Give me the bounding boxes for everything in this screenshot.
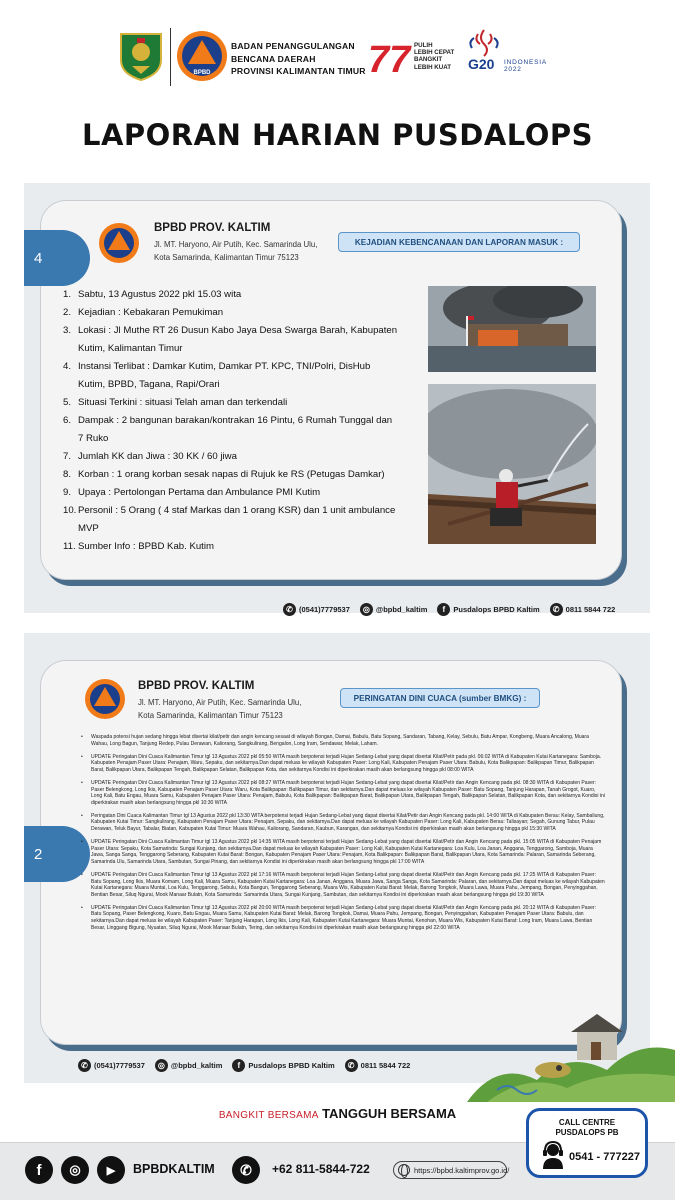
- tagline-part-2: TANGGUH BERSAMA: [322, 1106, 457, 1121]
- bpbd-logo: [84, 678, 126, 720]
- card-1-address-line-2: Kota Samarinda, Kalimantan Timur 75123: [154, 253, 299, 262]
- contact-whatsapp: 0811 5844 722: [565, 604, 616, 614]
- report-item-number: 2.: [63, 307, 72, 318]
- bpbd-logo: [98, 222, 140, 264]
- footer-social-handle[interactable]: BPBDKALTIM: [133, 1162, 215, 1176]
- report-item-text: Personil : 5 Orang ( 4 staf Markas dan 1 orang KSR) dan 1 unit ambulance: [78, 505, 396, 516]
- svg-text:BPBD: BPBD: [193, 70, 211, 76]
- report-item: [63, 394, 433, 412]
- report-item: [63, 430, 433, 448]
- report-item-text: Lokasi : Jl Muthe RT 26 Dusun Kabo Jaya Desa Swarga Barah, Kabupaten: [78, 325, 398, 336]
- report-item: [63, 412, 433, 430]
- weather-section-badge: PERINGATAN DINI CUACA (sumber BMKG) :: [340, 688, 540, 708]
- headset-agent-icon: [541, 1141, 565, 1169]
- call-centre-line-1: CALL CENTRE: [558, 1118, 616, 1127]
- g20-subtitle: [504, 59, 547, 73]
- report-item: [63, 304, 433, 322]
- report-item-number: 11.: [63, 541, 76, 552]
- report-item-text: Instansi Terlibat : Damkar Kutim, Damkar PT. KPC, TNI/Polri, DisHub: [78, 361, 371, 372]
- ri-line-4: LEBIH KUAT: [414, 63, 452, 71]
- report-item-number: 1.: [63, 289, 72, 300]
- weather-warning-item: • UPDATE Peringatan Dini Cuaca Kalimantan Timur tgl 13 Agustus 2022 pkl 17:16 WITA masih berpotensi terjadi Hujan Sedang-Lebat yang dapat disertai Kilat/Petir dan Angin Kencang pada pkl. 17:25 WITA di Kabupaten Paser: Batu Sopang, Long Ikis, Muara Komam, Long Kali, Muara Samu, Kabupaten Kutai Kartanegara: Loa Janan, Anggana, Muara Jawa, Sanga Sanga, Kota Samarinda: Palaran, dan sekitarnya.Dan dapat meluas ke wilayah Kabupaten Kutai Kartanegara: Muara Muntai, Loa Kulu, Tenggarong, Sebulu, Kota Bangun, Tenggarong Seberang, Muara Wis, Kabupaten Kutai Barat: Melak, Barong Tongkok, Muara Lawa, Muara Pahu, Jempang, Bongan, Penyinggahan, Bentian Besar, Siluq Ngurai, Mook Manaar Bulatn, Kota Samarinda: Samarinda Utara, Sungai Kunjang, Sambutan, dan sekitarnya Kondisi ini diperkirakan masih akan berlangsung hingga pkl 19:30 WITA: [78, 872, 606, 898]
- weather-warning-item: • UPDATE Peringatan Dini Cuaca Kalimantan Timur tgl 13 Agustus 2022 pkl 14:35 WITA masih berpotensi terjadi Hujan Sedang-Lebat yang dapat disertai Kilat/Petir dan Angin Kencang pada pkl. 15:05 WITA di Kabupaten Penajam Paser Utara: Sepaku, Kota Samarinda: Sungai Kunjang, dan sekitarnya.Dan dapat meluas ke wilayah Kabupaten Paser: Long Kali, Kabupaten Kutai Kartanegara: Loa Kulu, Loa Janan, Anggana, Tenggarong, Samboja, Muara Jawa, Sanga Sanga, Tenggarong Seberang, Kabupaten Kutai Barat: Bongan, Kabupaten Penajam Paser Utara: Penajam, Kota Balikpapan: Balikpapan Barat, Balikpapan Utara, Kota Samarinda: Palaran, Samarinda Seberang, Samarinda Ulu, Samarinda Utara, Sambutan, Sungai Pinang, dan sekitarnya Kondisi ini diperkirakan masih akan berlangsung hingga pkl 17:00 WITA: [78, 839, 606, 865]
- contact-instagram: @bpbd_kaltim: [170, 1060, 223, 1070]
- card-2-address-line-1: Jl. MT. Haryono, Air Putih, Kec. Samarinda Ulu,: [138, 698, 302, 707]
- weather-warning-list: [78, 734, 606, 938]
- report-item-text: Jumlah KK dan Jiwa : 30 KK / 60 jiwa: [78, 451, 237, 462]
- weather-warning-item: • Peringatan Dini Cuaca Kalimantan Timur tgl 13 Agustus 2022 pkl 13:30 WITA berpotensi terjadi Hujan Sedang-Lebat yang dapat disertai Kilat/Petir dan Angin Kencang pada pkl. 14:00 WITA di Kabupaten Berau: Kelay, Sambaliung, Kabupaten Kutai Timur: Sangkulirang, Kabupaten Penajam Paser Utara: Penajam, Sepaku, dan sekitarnya.Dan dapat meluas ke wilayah Kabupaten Paser: Long Kali, Kabupaten Berau: Talisayan; Segah, Gunung Tabur, Pulau Derawan, Teluk Bayur, Tabalar, Biatan, Kabupaten Kutai Timur: Muara Wahau, Kaliorang, Sandaran, Kaubun, Karangan, dan sekitarnya Kondisi ini diperkirakan masih akan berlangsung hingga pkl 15:30 WITA: [78, 813, 606, 833]
- ri-line-3: BANGKIT: [414, 56, 443, 64]
- report-item-text: Kutim, BPBD, Tagana, Rapi/Orari: [78, 379, 220, 390]
- org-line-3: PROVINSI KALIMANTAN TIMUR: [231, 66, 366, 76]
- weather-warning-item: • Waspada potensi hujan sedang hingga lebat disertai kilat/petir dan angin kencang sesaat di wilayah Bongan, Damai, Babulu, Batu Sopang, Sandaran, Tabang, Kelay, Sebulu, Batu Ampar, Kongbeng, Muara Ancalong, Muara Wahau, Long Bagun, Tanjung Redep, Pulau Derawan, Kaliorang, Sangkulirang, Bengalon, Long Iram, Sendawar, Melak, Laham.: [78, 734, 606, 747]
- call-centre-title: [529, 1118, 645, 1138]
- footer-website-text: https://bpbd.kaltimprov.go.id/: [414, 1165, 510, 1175]
- report-item-number: 8.: [63, 469, 72, 480]
- whatsapp-icon: ✆: [345, 1059, 358, 1072]
- facebook-icon[interactable]: f: [25, 1156, 53, 1184]
- report-item: [63, 376, 433, 394]
- report-item: [63, 520, 433, 538]
- report-item: [63, 448, 433, 466]
- report-item-number: [63, 430, 78, 448]
- kaltim-province-emblem: [118, 30, 164, 82]
- contact-facebook: Pusdalops BPBD Kaltim: [453, 604, 540, 614]
- report-item-number: 5.: [63, 397, 72, 408]
- weather-warning-item: • UPDATE Peringatan Dini Cuaca Kalimantan Timur tgl 13 Agustus 2022 pkl 20:00 WITA masih berpotensi terjadi Hujan Sedang-Lebat yang dapat disertai Kilat/Petir dan Angin Kencang pada pkl. 20:12 WITA di Kabupaten Paser: Batu Sopang, Paser Belengkong, Kuaro, Batu Engau, Muara Samu, Kabupaten Kutai Barat: Melak, Barong Tongkok, Damai, Muara Pahu, Jempang, Bongan, Penyinggahan, Kabupaten Penajam Paser Utara: Babulu, dan sekitarnya.Dan dapat meluas ke wilayah Kabupaten Paser: Tanjung Harapan, Long Ikis, Long Kali, Kabupaten Kutai Kartanegara: Muara Muntai, Kenohan, Muara Wis, Kabupaten Kutai Barat: Long Iram, Muara Lawa, Bentian Besar, Linggang Bigung, Nyuatan, Siluq Ngurai, Mook Manaar Bulatn, Tering, dan sekitarnya Kondisi ini diperkirakan masih akan berlangsung hingga pkl 22:00 WITA: [78, 905, 606, 931]
- call-centre-line-2: PUSDALOPS PB: [555, 1128, 619, 1137]
- phone-icon: ✆: [283, 603, 296, 616]
- card-1-address: [154, 238, 317, 264]
- g20-country: INDONESIA: [504, 59, 547, 66]
- instagram-icon: ◎: [360, 603, 373, 616]
- flood-house-illustration: [467, 1010, 675, 1102]
- card-1-address-line-1: Jl. MT. Haryono, Air Putih, Kec. Samarinda Ulu,: [154, 240, 318, 249]
- footer-phone[interactable]: +62 811-5844-722: [272, 1162, 370, 1176]
- incident-section-badge: KEJADIAN KEBENCANAAN DAN LAPORAN MASUK :: [338, 232, 580, 252]
- report-item-number: 7.: [63, 451, 72, 462]
- whatsapp-icon[interactable]: ✆: [232, 1156, 260, 1184]
- card-1-agency-name: BPBD PROV. KALTIM: [154, 222, 271, 234]
- card-2-agency-name: BPBD PROV. KALTIM: [138, 680, 255, 692]
- facebook-icon: f: [437, 603, 450, 616]
- ri-line-2: LEBIH CEPAT: [414, 49, 455, 57]
- whatsapp-icon: ✆: [550, 603, 563, 616]
- report-item-text: Upaya : Pertolongan Pertama dan Ambulance PMI Kutim: [78, 487, 321, 498]
- tagline-part-1: BANGKIT BERSAMA: [218, 1110, 319, 1121]
- report-item: [63, 322, 433, 340]
- ri-line-1: PULIH: [414, 42, 433, 49]
- globe-icon: [398, 1164, 410, 1176]
- weather-warning-item: • UPDATE Peringatan Dini Cuaca Kalimantan Timur tgl 13 Agustus 2022 pkl 05:50 WITA masih berpotensi terjadi Hujan Sedang-Lebat yang dapat disertai Kilat/Petir pada pkl. 06:02 WITA di Kabupaten Kutai Kartanegara: Samboja. Kabupaten Penajam Paser Utara: Penajam, Waru, Sepaku, dan sekitarnya.Dan dapat meluas ke wilayah Kabupaten Paser: Long Kali, Kabupaten Penajam Paser Utara: Babulu, Kota Balikpapan: Balikpapan Timur, Balikpapan Barat, Balikpapan Utara, Balikpapan Tengah, Balikpapan Selatan, Balikpapan Kota, dan sekitarnya Kondisi ini diperkirakan masih akan berlangsung hingga pkl 08:00 WITA: [78, 754, 606, 774]
- instagram-icon[interactable]: ◎: [61, 1156, 89, 1184]
- org-line-2: BENCANA DAERAH: [231, 53, 316, 64]
- report-item-text: 7 Ruko: [78, 433, 109, 444]
- header-divider: [170, 28, 171, 86]
- report-item-text: Dampak : 2 bangunan barakan/kontrakan 16 Pintu, 6 Rumah Tunggal dan: [78, 415, 393, 426]
- report-item-text: Korban : 1 orang korban sesak napas di Rujuk ke RS (Petugas Damkar): [78, 469, 385, 480]
- report-item-number: 9.: [63, 487, 72, 498]
- org-name: [231, 40, 366, 78]
- contact-phone: (0541)7779537: [299, 604, 350, 614]
- phone-icon: ✆: [78, 1059, 91, 1072]
- contact-whatsapp: 0811 5844 722: [360, 1060, 411, 1070]
- contact-phone: (0541)7779537: [94, 1060, 145, 1070]
- report-item-number: [63, 376, 78, 394]
- report-item: [63, 286, 433, 304]
- contact-instagram: @bpbd_kaltim: [375, 604, 428, 614]
- contact-facebook: Pusdalops BPBD Kaltim: [248, 1060, 335, 1070]
- report-item-number: [63, 340, 78, 358]
- card-1-contact-bar: [283, 601, 615, 617]
- card-1-page-tab: 4: [24, 230, 90, 286]
- ri-77-tagline: [414, 42, 454, 71]
- weather-warning-item: • UPDATE Peringatan Dini Cuaca Kalimantan Timur tgl 13 Agustus 2022 pkl 08:27 WITA masih berpotensi terjadi Hujan Sedang-Lebat yang dapat disertai Kilat/Petir dan Angin Kencang pada pkl. 08:30 WITA di Kabupaten Paser: Paser Belengkong, Long Ikis, Kabupaten Penajam Paser Utara: Waru, Kota Balikpapan: Balikpapan Timur, dan sekitarnya.Dan dapat meluas ke wilayah Kabupaten Paser: Batu Sopang, Tanjung Harapan, Tanah Grogot, Kuaro, Long Kali, Batu Engau, Muara Samu, Kabupaten Penajam Paser Utara: Penajam, Babulu, Kota Balikpapan: Balikpapan Barat, Balikpapan Utara, Balikpapan Tengah, Balikpapan Selatan, Balikpapan Kota, dan sekitarnya Kondisi ini diperkirakan masih akan berlangsung hingga pkl 10:30 WITA: [78, 780, 606, 806]
- call-centre-phone: 0541 - 777227: [569, 1151, 640, 1163]
- report-item-text: Sabtu, 13 Agustus 2022 pkl 15.03 wita: [78, 289, 242, 300]
- incident-report-list: [63, 286, 433, 556]
- org-line-1: BADAN PENANGGULANGAN: [231, 41, 355, 51]
- report-item: [63, 358, 433, 376]
- report-item-text: Sumber Info : BPBD Kab. Kutim: [78, 541, 214, 552]
- report-item-text: Situasi Terkini : situasi Telah aman dan terkendali: [78, 397, 288, 408]
- header: [0, 0, 675, 110]
- report-item-number: 3.: [63, 325, 72, 336]
- card-2-address: [138, 696, 301, 722]
- report-item: [63, 466, 433, 484]
- g20-wordmark: G20: [468, 56, 495, 72]
- svg-text:77: 77: [368, 39, 411, 76]
- report-item: [63, 502, 433, 520]
- ri-77-logo: [368, 38, 412, 76]
- report-item-text: MVP: [78, 523, 99, 534]
- page-title: LAPORAN HARIAN PUSDALOPS: [81, 118, 594, 152]
- report-item-number: 6.: [63, 415, 72, 426]
- report-item: [63, 538, 433, 556]
- bpbd-logo: [176, 30, 228, 82]
- card-2-contact-bar: [78, 1057, 410, 1073]
- fire-smoke-photo: [428, 286, 596, 372]
- firefighter-photo: [428, 384, 596, 544]
- footer-website-link[interactable]: [393, 1161, 510, 1179]
- report-item-text: Kutim, Kalimantan Timur: [78, 343, 183, 354]
- call-centre-box[interactable]: [526, 1108, 648, 1178]
- instagram-icon: ◎: [155, 1059, 168, 1072]
- card-2-page-tab: 2: [24, 826, 90, 882]
- report-item-number: [63, 520, 78, 538]
- g20-year: 2022: [504, 66, 522, 73]
- youtube-icon[interactable]: ▶: [97, 1156, 125, 1184]
- report-item-number: 4.: [63, 361, 72, 372]
- report-item-number: 10.: [63, 505, 77, 516]
- card-2-address-line-2: Kota Samarinda, Kalimantan Timur 75123: [138, 711, 283, 720]
- report-item: [63, 340, 433, 358]
- report-item-text: Kejadian : Kebakaran Pemukiman: [78, 307, 224, 318]
- report-item: [63, 484, 433, 502]
- facebook-icon: f: [232, 1059, 245, 1072]
